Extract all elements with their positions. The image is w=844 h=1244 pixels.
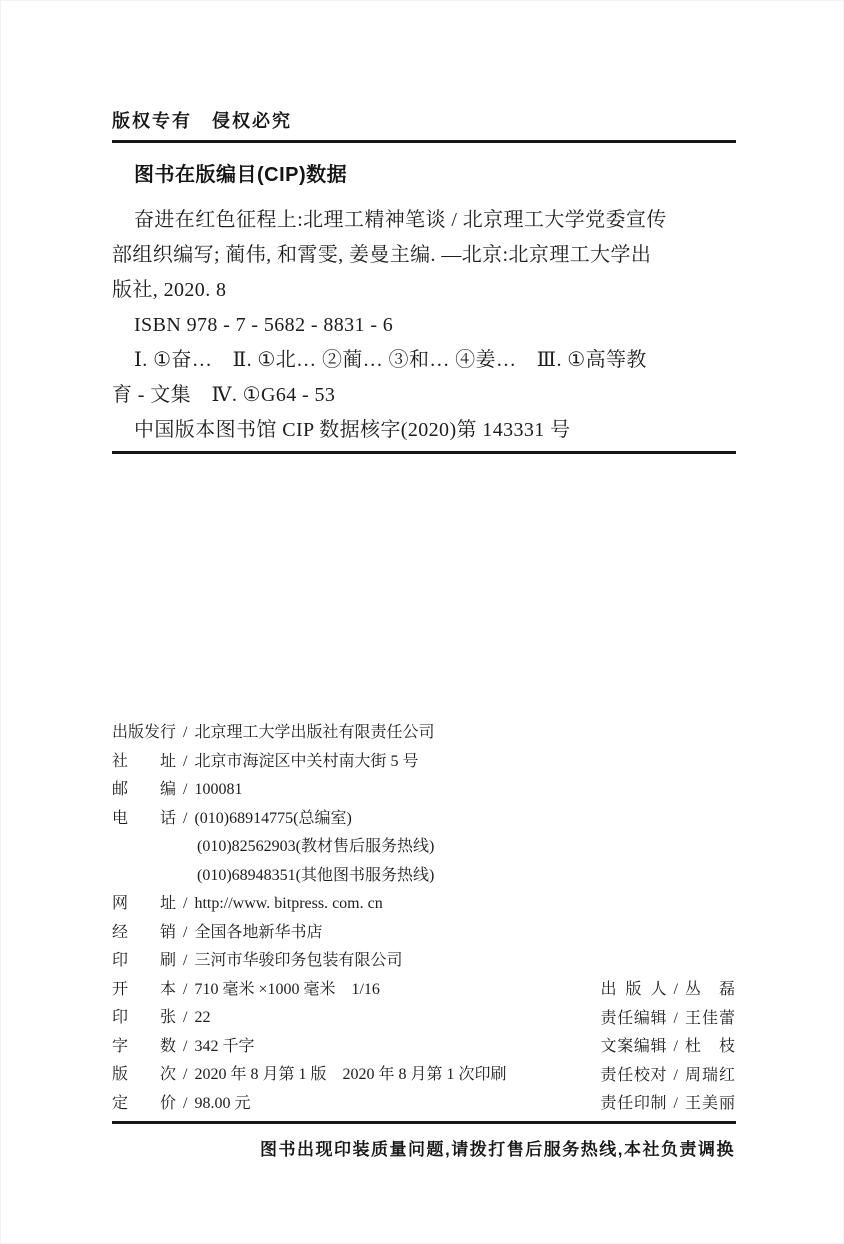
slash-separator: / xyxy=(673,1009,678,1027)
colophon-label: 字数 xyxy=(112,1037,176,1055)
colophon-value: 342 千字 xyxy=(194,1037,255,1055)
colophon-label: 网址 xyxy=(112,895,176,912)
staff-row-editor xyxy=(601,1005,735,1034)
colophon-label: 印刷 xyxy=(112,952,176,969)
cip-title: 图书在版编目(CIP)数据 xyxy=(134,164,348,186)
colophon-row-edition xyxy=(112,1061,582,1090)
colophon-row-website xyxy=(112,890,582,919)
colophon-value: 98.00 元 xyxy=(194,1094,251,1112)
slash-separator: / xyxy=(673,1066,678,1084)
slash-separator: / xyxy=(183,724,188,741)
staff-row-proofreader xyxy=(601,1062,735,1091)
staff-row-print-supervisor xyxy=(601,1090,735,1119)
staff-name: 丛磊 xyxy=(685,981,735,998)
colophon-value: 全国各地新华书店 xyxy=(194,923,323,941)
colophon-row-phone xyxy=(112,805,582,834)
colophon-row-phone-extra xyxy=(112,833,582,862)
slash-separator: / xyxy=(183,752,188,770)
slash-separator: / xyxy=(183,895,188,912)
staff-name: 王佳蕾 xyxy=(685,1009,735,1027)
slash-separator: / xyxy=(183,809,188,827)
colophon-label: 邮编 xyxy=(112,781,176,798)
colophon-row-printer xyxy=(112,947,582,976)
quality-notice: 图书出现印装质量问题,请拨打售后服务热线,本社负责调换 xyxy=(260,1140,735,1159)
colophon-row-postcode xyxy=(112,776,582,805)
slash-separator: / xyxy=(673,1095,678,1112)
staff-label: 出版人 xyxy=(600,981,667,998)
colophon-row-format xyxy=(112,976,582,1005)
colophon-row-publisher xyxy=(112,719,582,748)
staff-label: 文案编辑 xyxy=(600,1038,667,1055)
slash-separator: / xyxy=(673,981,678,998)
colophon-label: 出版发行 xyxy=(112,724,177,741)
colophon-row-phone-extra xyxy=(112,862,582,891)
slash-separator: / xyxy=(183,923,188,941)
colophon-row-wordcount xyxy=(112,1033,582,1062)
colophon-value: 2020 年 8 月第 1 版 2020 年 8 月第 1 次印刷 xyxy=(194,1066,507,1083)
slash-separator: / xyxy=(183,781,188,798)
colophon-value: 710 毫米 ×1000 毫米 1/16 xyxy=(194,980,380,998)
colophon-value: 三河市华骏印务包装有限公司 xyxy=(194,952,403,969)
slash-separator: / xyxy=(183,1066,188,1083)
staff-row-publisher-person xyxy=(601,976,735,1005)
colophon-row-distribution xyxy=(112,919,582,948)
slash-separator: / xyxy=(183,1009,188,1026)
staff-label: 责任校对 xyxy=(600,1066,667,1084)
colophon-value: 北京理工大学出版社有限责任公司 xyxy=(194,724,435,741)
slash-separator: / xyxy=(673,1038,678,1055)
colophon-block xyxy=(112,719,582,1118)
colophon-value-url: http://www. bitpress. com. cn xyxy=(194,895,383,912)
classification-line: 育 - 文集 Ⅳ. ①G64 - 53 xyxy=(112,384,336,406)
colophon-label: 定价 xyxy=(112,1094,176,1112)
slash-separator: / xyxy=(183,1094,188,1112)
colophon-value: 100081 xyxy=(194,781,243,798)
cip-data-block xyxy=(112,203,738,448)
colophon-row-price xyxy=(112,1090,582,1119)
colophon-label: 经销 xyxy=(112,923,176,941)
divider-middle xyxy=(112,451,736,454)
colophon-row-address xyxy=(112,748,582,777)
divider-top xyxy=(112,140,736,143)
slash-separator: / xyxy=(183,952,188,969)
colophon-value: (010)68948351(其他图书服务热线) xyxy=(197,866,435,884)
staff-label: 责任印制 xyxy=(600,1095,667,1112)
colophon-value: (010)68914775(总编室) xyxy=(194,809,352,827)
colophon-label: 版次 xyxy=(112,1066,176,1083)
colophon-label: 电话 xyxy=(112,809,176,827)
staff-name: 杜枝 xyxy=(685,1038,735,1055)
colophon-label: 社址 xyxy=(112,752,176,770)
isbn-line: ISBN 978 - 7 - 5682 - 8831 - 6 xyxy=(134,314,394,336)
colophon-value: (010)82562903(教材售后服务热线) xyxy=(197,838,435,855)
classification-line: Ⅰ. ①奋… Ⅱ. ①北… ②蔺… ③和… ④姜… Ⅲ. ①高等教 xyxy=(134,349,647,371)
colophon-label: 印张 xyxy=(112,1009,176,1026)
slash-separator: / xyxy=(183,980,188,998)
staff-name: 王美丽 xyxy=(685,1095,735,1112)
copyright-notice: 版权专有 侵权必究 xyxy=(112,111,292,131)
staff-row-copy-editor xyxy=(601,1033,735,1062)
cip-record-number: 中国版本图书馆 CIP 数据核字(2020)第 143331 号 xyxy=(134,419,571,441)
colophon-label: 开本 xyxy=(112,980,176,998)
slash-separator: / xyxy=(183,1037,188,1055)
cip-description-line: 部组织编写; 蔺伟, 和霄雯, 姜曼主编. —北京:北京理工大学出 xyxy=(112,244,652,266)
colophon-row-sheets xyxy=(112,1004,582,1033)
cip-description-line: 奋进在红色征程上:北理工精神笔谈 / 北京理工大学党委宣传 xyxy=(134,209,667,231)
cip-description-line: 版社, 2020. 8 xyxy=(112,279,227,301)
staff-label: 责任编辑 xyxy=(600,1009,667,1027)
staff-block xyxy=(601,976,735,1119)
colophon-value: 北京市海淀区中关村南大街 5 号 xyxy=(194,752,419,770)
divider-bottom xyxy=(112,1121,736,1124)
colophon-value: 22 xyxy=(194,1009,211,1026)
staff-name: 周瑞红 xyxy=(685,1066,735,1084)
